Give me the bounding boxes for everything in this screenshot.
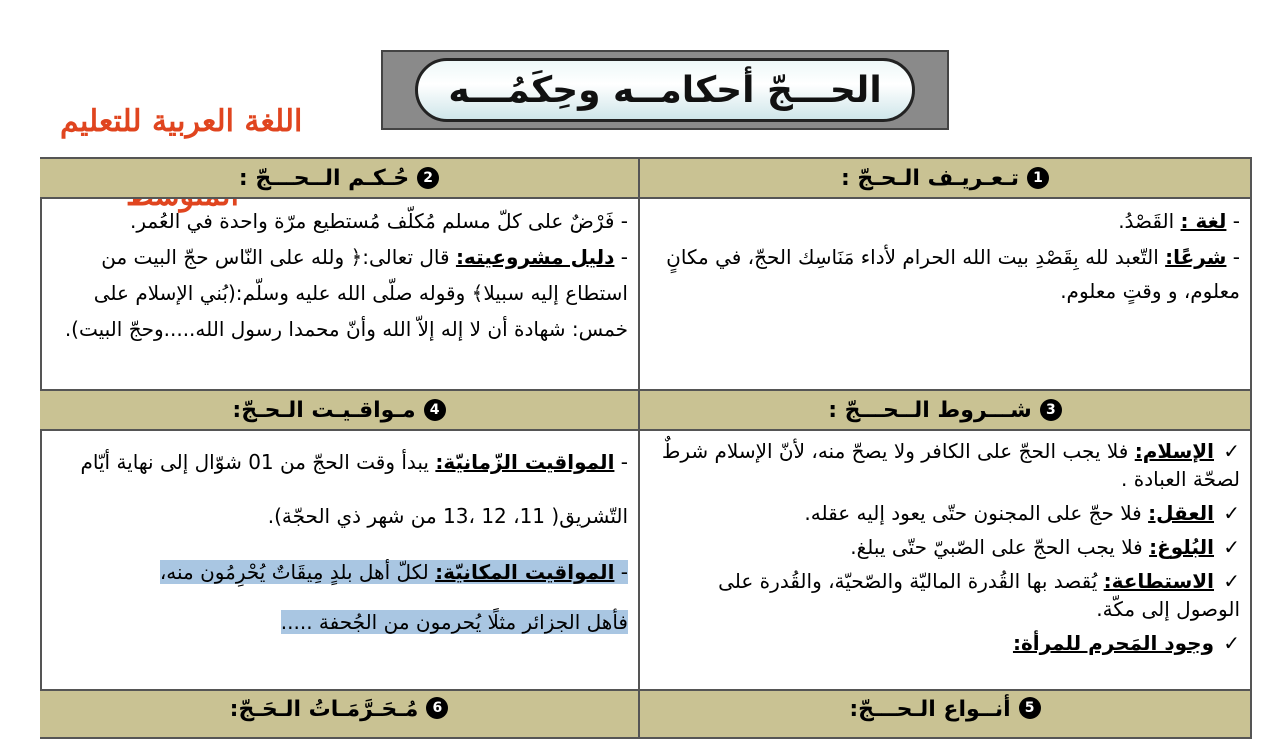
header-definition xyxy=(640,159,1252,199)
condition-item xyxy=(648,499,1240,527)
miqat-time: - المواقيت الزّمانيّة: يبدأ وقت الحجّ من 01 شوّال إلى نهاية أيّام التّشريق( 11، 12 ،13 من شهر ذي الحجّة). xyxy=(80,450,628,528)
ruling-text: فَرْضٌ على كلّ مسلم مُكلّف مُستطيع مرّة واحدة في العُمر. xyxy=(130,209,615,233)
time-text: يبدأ وقت الحجّ من 01 شوّال إلى نهاية أيّام التّشريق( 11، 12 ،13 من شهر ذي الحجّة). xyxy=(80,450,628,528)
header-types xyxy=(640,691,1252,739)
place-text: لكلّ أهل بلدٍ مِيقَاتٌ يُحْرِمُون منه، xyxy=(159,560,429,584)
number-badge: 1 xyxy=(1027,167,1049,189)
condition-item xyxy=(648,629,1240,657)
condition-label: وجود المَحرم للمرأة: xyxy=(1012,631,1214,655)
condition-item xyxy=(648,567,1240,623)
condition-item xyxy=(648,533,1240,561)
check-icon: ✓ xyxy=(1223,569,1240,593)
title-banner xyxy=(415,58,915,122)
ruling-evidence: - دليل مشروعيته: قال تعالى:﴿ ولله على النّاس حجّ البيت من استطاع إليه سبيلا﴾ وقوله صلّى الله عليه وسلّم:(بُني الإسلام على خمس: شهادة أن لا إله إلاّ الله وأنّ محمدا رسول الله.....وحجّ البيت). xyxy=(64,245,628,341)
check-icon: ✓ xyxy=(1223,535,1240,559)
lugha-label: لغة : xyxy=(1180,209,1227,233)
condition-text: فلا يجب الحجّ على الصّبيّ حتّى يبلغ. xyxy=(850,535,1143,559)
place-line: - المواقيت المكانيّة: لكلّ أهل بلدٍ مِيقَاتٌ يُحْرِمُون منه، xyxy=(159,560,628,584)
shara-text: التّعبد لله بِقَصْدِ بيت الله الحرام لأداء مَنَاسِك الحجّ، في مكانٍ معلوم، و وقتٍ معلوم. xyxy=(666,245,1240,303)
time-label: المواقيت الزّمانيّة: xyxy=(435,450,615,474)
page-title: الحـــجّ أحكامــه وحِكَمُـــه xyxy=(448,69,882,111)
header-prohibitions xyxy=(40,691,640,739)
condition-label: البُلوغ: xyxy=(1149,535,1214,559)
definition-content xyxy=(640,199,1252,391)
header-ruling xyxy=(40,159,640,199)
watermark-line1: اللغة العربية للتعليم xyxy=(60,104,303,139)
miqat-place xyxy=(48,547,628,597)
definition-shara: - شرعًا: التّعبد لله بِقَصْدِ بيت الله الحرام لأداء مَنَاسِك الحجّ، في مكانٍ معلوم، و وقتٍ معلوم. xyxy=(666,245,1240,303)
ruling-content xyxy=(40,199,640,391)
header-conditions xyxy=(640,391,1252,431)
conditions-content xyxy=(640,431,1252,691)
condition-text: فلا حجّ على المجنون حتّى يعود إليه عقله. xyxy=(804,501,1142,525)
condition-label: الإسلام: xyxy=(1134,439,1214,463)
number-badge: 2 xyxy=(417,167,439,189)
place-label: المواقيت المكانيّة: xyxy=(435,560,615,584)
content-table xyxy=(40,157,1252,737)
check-icon: ✓ xyxy=(1223,501,1240,525)
definition-lugha: - لغة : القَصْدُ. xyxy=(1118,209,1240,233)
evidence-label: دليل مشروعيته: xyxy=(455,245,615,269)
condition-label: الاستطاعة: xyxy=(1103,569,1214,593)
shara-label: شرعًا: xyxy=(1165,245,1227,269)
condition-item xyxy=(648,437,1240,493)
header-label: حُـكـم الــحـــجّ : xyxy=(238,165,410,191)
header-label: شـــروط الــحـــجّ : xyxy=(828,397,1032,423)
number-badge: 4 xyxy=(424,399,446,421)
header-label: مـواقـيـت الـحـجّ: xyxy=(232,397,416,423)
condition-text: يُقصد بها القُدرة الماليّة والصّحيّة، والقُدرة على الوصول إلى مكّة. xyxy=(718,569,1240,621)
miqat-content xyxy=(40,431,640,691)
condition-label: العقل: xyxy=(1148,501,1214,525)
evidence-text: قال تعالى:﴿ ولله على النّاس حجّ البيت من استطاع إليه سبيلا﴾ وقوله صلّى الله عليه وسلّم:(بُني الإسلام على خمس: شهادة أن لا إله إلاّ الله وأنّ محمدا رسول الله.....وحجّ البيت). xyxy=(64,245,628,341)
header-label: تـعـريـف الـحـجّ : xyxy=(840,165,1020,191)
check-icon: ✓ xyxy=(1223,439,1240,463)
header-label: أنــواع الـحـــجّ: xyxy=(849,697,1011,722)
condition-text: فلا يجب الحجّ على الكافر ولا يصحّ منه، لأنّ الإسلام شرطٌ لصحّة العبادة . xyxy=(661,439,1240,491)
number-badge: 6 xyxy=(426,697,448,719)
lugha-text: القَصْدُ. xyxy=(1118,209,1175,233)
header-miqat xyxy=(40,391,640,431)
number-badge: 3 xyxy=(1040,399,1062,421)
place-example: فأهل الجزائر مثلًا يُحرمون من الجُحفة ..... xyxy=(280,610,628,634)
title-frame xyxy=(381,50,949,130)
ruling-line: - فَرْضٌ على كلّ مسلم مُكلّف مُستطيع مرّة واحدة في العُمر. xyxy=(130,209,628,233)
miqat-example xyxy=(48,597,628,647)
number-badge: 5 xyxy=(1019,697,1041,719)
check-icon: ✓ xyxy=(1223,631,1240,655)
header-label: مُـحَـرَّمَـاتُ الـحَـجّ: xyxy=(229,697,419,722)
